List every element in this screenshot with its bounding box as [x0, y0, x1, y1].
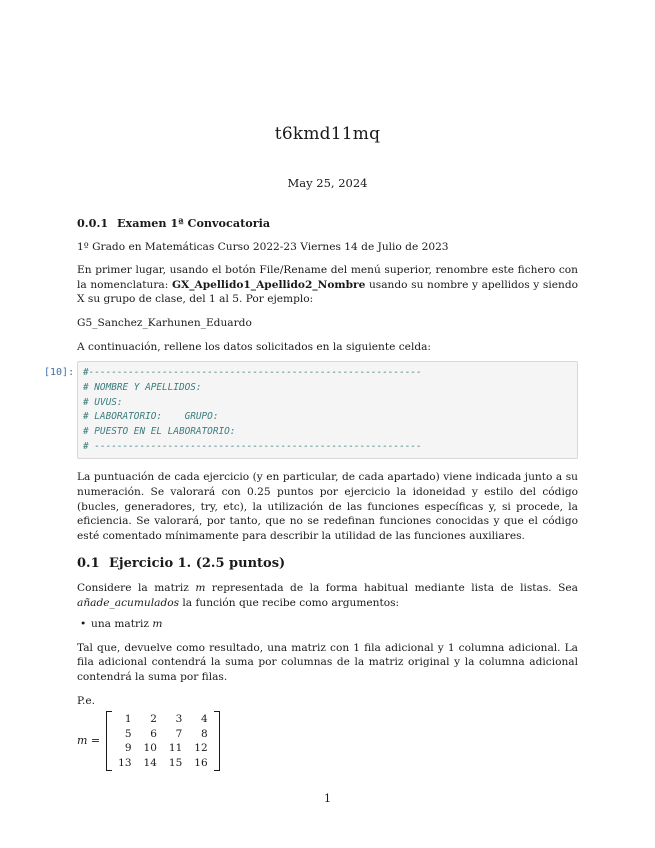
matrix-cell: 14 [143, 756, 157, 769]
function-name: añade_acumulados [77, 596, 180, 609]
argument-list-item [77, 617, 578, 632]
matrix-cell: 1 [124, 713, 132, 726]
ejercicio-intro [77, 581, 578, 610]
exam-section-number: 0.0.1 [77, 216, 109, 230]
code-cell[interactable] [44, 361, 578, 459]
ejercicio-number: 0.1 [77, 556, 100, 572]
page-number: 1 [324, 792, 331, 805]
matrix-cell: 7 [175, 727, 183, 740]
matrix-cell: 4 [200, 713, 208, 726]
rename-intro: En primer lugar, usando el botón File/Rename del menú superior, renombre este fichero con la nomenclatura: [77, 264, 578, 291]
result-paragraph: Tal que, devuelve como resultado, una matriz con 1 fila adicional y 1 columna adicional. La fila adicional contendrá la suma por columnas de la matriz original y la columna adicional contendrá la suma por filas. [77, 641, 578, 683]
matrix-row [112, 741, 214, 756]
example-label: P.e. [77, 694, 95, 707]
code-line: # LABORATORIO: GRUPO: [83, 411, 219, 423]
exam-section-title: Examen 1ª Convocatoria [117, 216, 271, 230]
document-date: May 25, 2024 [287, 176, 368, 190]
matrix-table [112, 712, 214, 770]
document-body [44, 216, 578, 771]
matrix-cell: 12 [194, 742, 208, 755]
matrix-cell: 11 [168, 742, 183, 755]
fill-instruction: A continuación, rellene los datos solicitados en la siguiente celda: [77, 340, 432, 353]
matrix-cell: 10 [143, 742, 157, 755]
rename-rest: usando su nombre y apellidos y siendo X su grupo de clase, del 1 al 5. Por ejemplo: [77, 278, 578, 306]
matrix-cell: 3 [175, 713, 183, 726]
intro-text: Considere la matriz [77, 581, 196, 594]
matrix-cell: 2 [150, 713, 157, 726]
matrix-cell: 15 [168, 756, 183, 769]
ejercicio-title: Ejercicio 1. (2.5 puntos) [109, 556, 286, 572]
matrix-cell: 16 [194, 756, 208, 769]
matrix-cell: 5 [124, 727, 132, 740]
exam-heading [77, 216, 578, 231]
code-line: # PUESTO EN EL LABORATORIO: [83, 425, 236, 437]
matrix-label: m = [77, 733, 101, 747]
code-line: # NOMBRE Y APELLIDOS: [83, 381, 202, 393]
matrix-row [112, 712, 214, 727]
example-matrix [77, 711, 578, 771]
rename-pattern: GX_Apellido1_Apellido2_Nombre [171, 278, 366, 291]
grading-paragraph: La puntuación de cada ejercicio (y en particular, de cada apartado) viene indicada junto a su numeración. Se valorará con 0.25 puntos por ejercicio la idoneidad y estilo del código (bucles, generadores, try, etc), la utilización de las funciones específicas y, si procede, la eficiencia. Se valorará, por tanto, que no se redefinan funciones conocidas y que el código esté comentado mínimamente para describir la utilidad de las funciones auxiliares. [77, 471, 578, 542]
matrix-row [112, 756, 214, 771]
matrix-cell: 8 [200, 727, 208, 740]
matrix-cell: 9 [124, 742, 132, 755]
matrix-row [112, 727, 214, 742]
bullet-text: una matriz [91, 618, 153, 631]
var-m: m [152, 618, 163, 631]
var-m: m [195, 581, 206, 594]
cell-prompt: [10]: [44, 367, 75, 379]
ejercicio-heading [77, 557, 578, 572]
code-line: # ---------------------------------------------------------- [83, 440, 422, 452]
document-title: t6kmd11mq [274, 124, 381, 144]
code-line: # UVUS: [83, 396, 123, 408]
code-line: #----------------------------------------------------------- [83, 367, 422, 379]
rename-instruction [77, 263, 578, 307]
matrix-cell: 13 [118, 756, 132, 769]
intro-text: la función que recibe como argumentos: [179, 596, 400, 609]
course-line: 1º Grado en Matemáticas Curso 2022-23 Viernes 14 de Julio de 2023 [77, 240, 449, 253]
matrix-bracket-right [214, 711, 220, 771]
intro-text: representada de la forma habitual mediante lista de listas. Sea [205, 581, 578, 594]
example-filename: G5_Sanchez_Karhunen_Eduardo [77, 316, 252, 329]
matrix-cell: 6 [150, 727, 157, 740]
